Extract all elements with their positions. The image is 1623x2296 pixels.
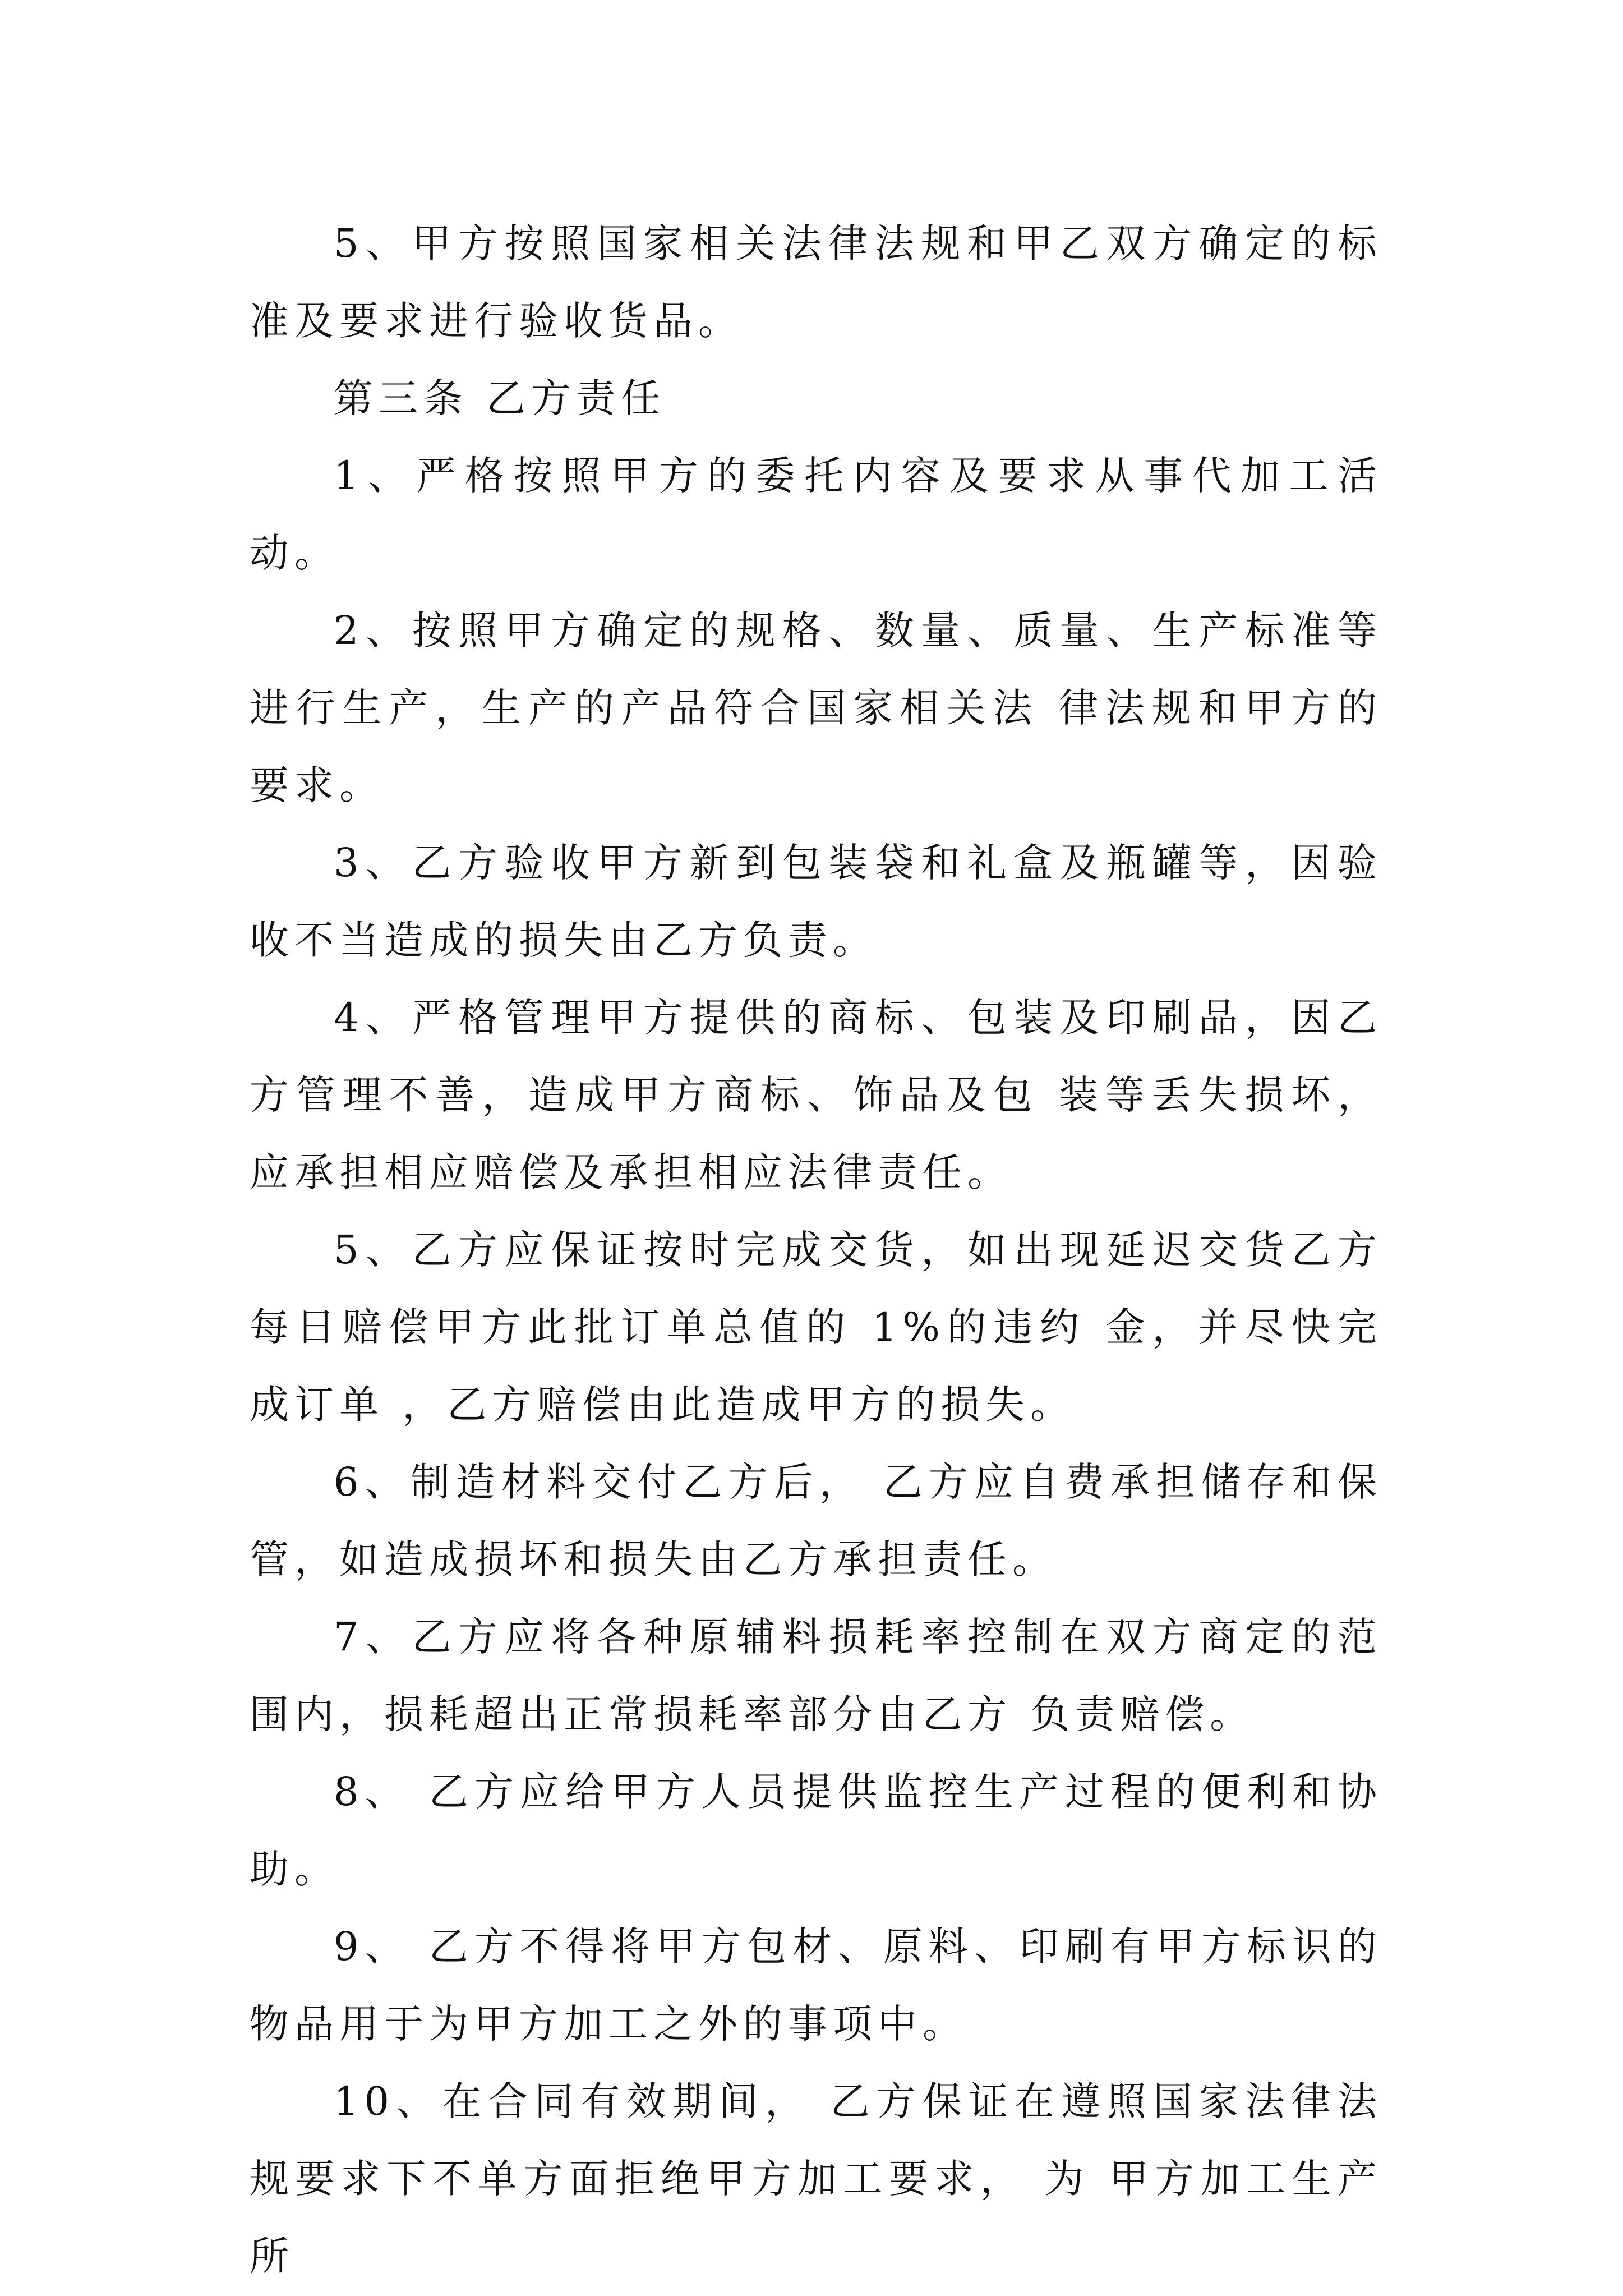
paragraph-12: 10、在合同有效期间， 乙方保证在遵照国家法律法规要求下不单方面拒绝甲方加工要求， 为 甲方加工生产所 <box>250 2078 1382 2279</box>
paragraph-10: 8、 乙方应给甲方人员提供监控生产过程的便利和协助。 <box>250 1769 1382 1892</box>
paragraph-4: 2、按照甲方确定的规格、数量、质量、生产标准等进行生产，生产的产品符合国家相关法 律法规和甲方的要求。 <box>250 608 1382 808</box>
paragraph-1: 5、甲方按照国家相关法律法规和甲乙双方确定的标准及要求进行验收货品。 <box>250 220 1382 344</box>
paragraph-11: 9、 乙方不得将甲方包材、原料、印刷有甲方标识的物品用于为甲方加工之外的事项中。 <box>250 1924 1382 2047</box>
document-body <box>250 205 1382 2295</box>
paragraph-6: 4、严格管理甲方提供的商标、包装及印刷品，因乙方管理不善，造成甲方商标、饰品及包 装等丢失损坏，应承担相应赔偿及承担相应法律责任。 <box>250 995 1382 1195</box>
paragraph-5: 3、乙方验收甲方新到包装袋和礼盒及瓶罐等，因验收不当造成的损失由乙方负责。 <box>250 840 1382 963</box>
paragraph-7: 5、乙方应保证按时完成交货，如出现延迟交货乙方每日赔偿甲方此批订单总值的 1%的违约 金，并尽快完成订单 ，乙方赔偿由此造成甲方的损失。 <box>250 1227 1382 1428</box>
paragraph-9: 7、乙方应将各种原辅料损耗率控制在双方商定的范围内，损耗超出正常损耗率部分由乙方 负责赔偿。 <box>250 1614 1382 1737</box>
section-heading: 第三条 乙方责任 <box>334 375 666 421</box>
paragraph-8: 6、制造材料交付乙方后， 乙方应自费承担储存和保管，如造成损坏和损失由乙方承担责任。 <box>250 1459 1382 1582</box>
paragraph-3: 1、严格按照甲方的委托内容及要求从事代加工活动。 <box>250 453 1382 576</box>
